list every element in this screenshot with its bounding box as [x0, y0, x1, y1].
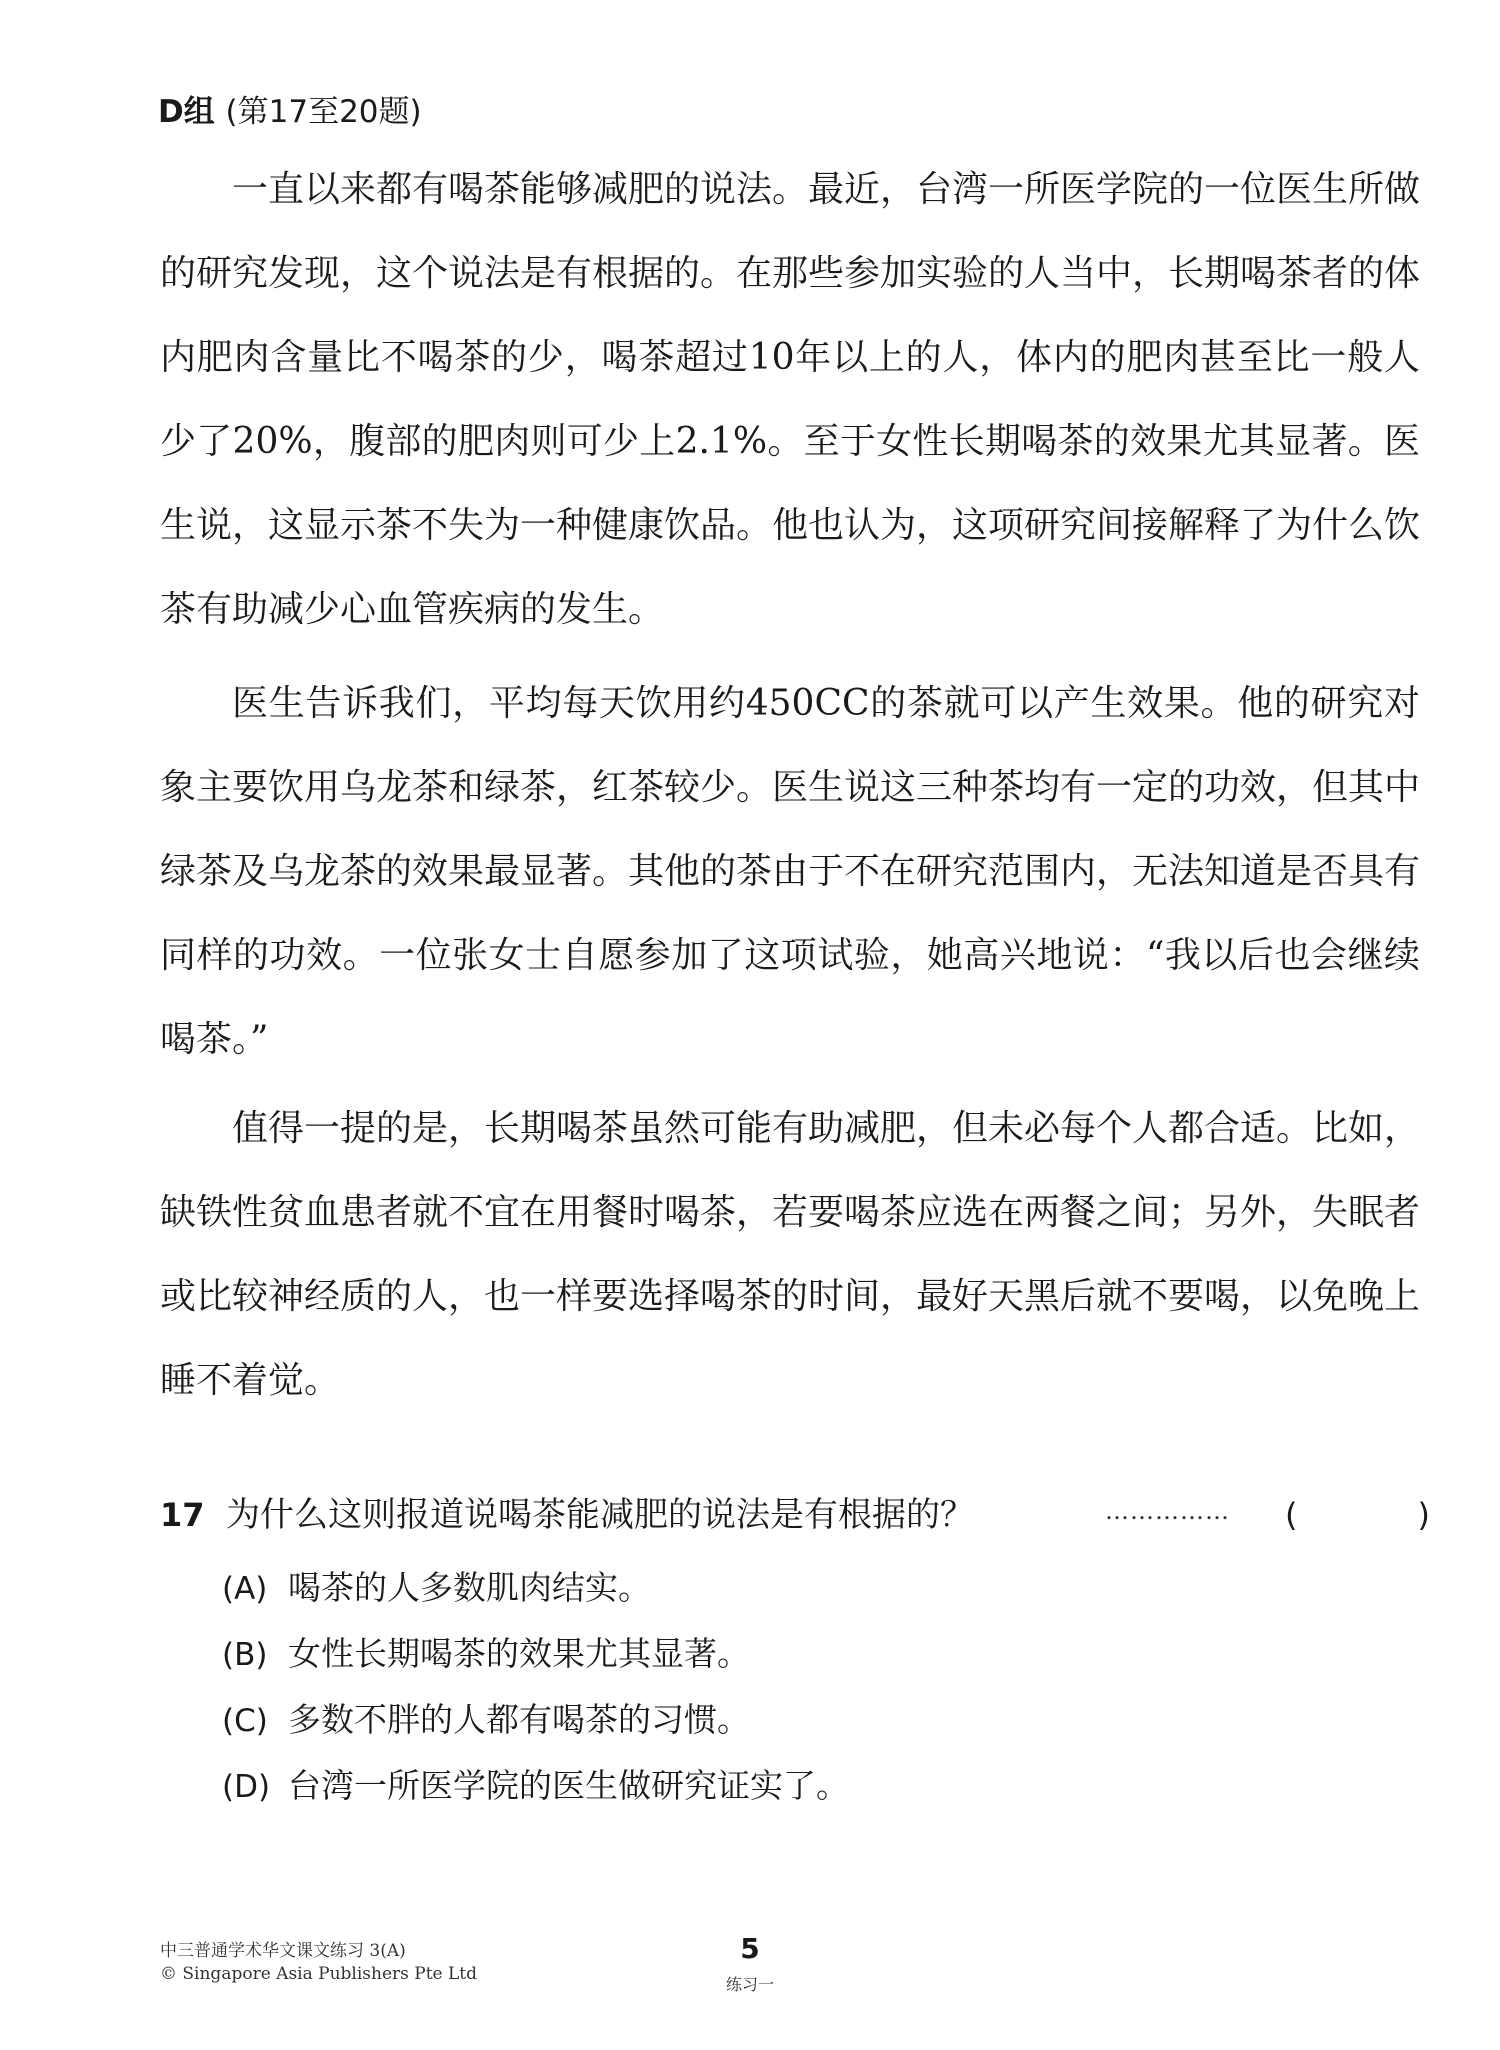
passage-paragraph-1: 一直以来都有喝茶能够减肥的说法。最近，台湾一所医学院的一位医生所做的研究发现，这个说法是有根据的。在那些参加实验的人当中，长期喝茶者的体内肥肉含量比不喝茶的少，喝茶超过10年以上的人，体内的肥肉甚至比一般人少了20%，腹部的肥肉则可少上2.1%。至于女性长期喝茶的效果尤其显著。医生说，这显示茶不失为一种健康饮品。他也认为，这项研究间接解释了为什么饮茶有助减少心血管疾病的发生。: [160, 169, 1421, 630]
option-text: 喝茶的人多数肌肉结实。: [288, 1568, 651, 1607]
question-17: [160, 1490, 1430, 1540]
answer-blank[interactable]: [1285, 1490, 1430, 1540]
option-letter: (A): [222, 1571, 268, 1607]
section-question-range: (第17至20题): [225, 94, 422, 130]
option-text: 台湾一所医学院的医生做研究证实了。: [288, 1766, 849, 1805]
footer-publisher-info: [160, 1940, 477, 1986]
option-d[interactable]: [222, 1753, 849, 1819]
passage-paragraph-3: 值得一提的是，长期喝茶虽然可能有助减肥，但未必每个人都合适。比如，缺铁性贫血患者就不宜在用餐时喝茶，若要喝茶应选在两餐之间；另外，失眠者或比较神经质的人，也一样要选择喝茶的时间，最好天黑后就不要喝，以免晚上睡不着觉。: [160, 1108, 1421, 1401]
option-b[interactable]: [222, 1621, 849, 1687]
answer-options: [222, 1555, 849, 1819]
option-letter: (D): [222, 1769, 271, 1805]
option-c[interactable]: [222, 1687, 849, 1753]
passage-paragraph-2: 医生告诉我们，平均每天饮用约450CC的茶就可以产生效果。他的研究对象主要饮用乌龙茶和绿茶，红茶较少。医生说这三种茶均有一定的功效，但其中绿茶及乌龙茶的效果最显著。其他的茶由于不在研究范围内，无法知道是否具有同样的功效。一位张女士自愿参加了这项试验，她高兴地说：“我以后也会继续喝茶。”: [160, 683, 1421, 1060]
section-heading: [158, 92, 422, 132]
question-number: 17: [160, 1496, 205, 1534]
answer-bracket-open: (: [1285, 1496, 1298, 1534]
dot-leader: ……………: [1105, 1497, 1230, 1525]
page-number: 5: [740, 1932, 760, 1965]
option-text: 多数不胖的人都有喝茶的习惯。: [288, 1700, 750, 1739]
copyright-notice: © Singapore Asia Publishers Pte Ltd: [160, 1964, 478, 1984]
option-text: 女性长期喝茶的效果尤其显著。: [288, 1634, 750, 1673]
book-title: 中三普通学术华文课文练习 3(A): [160, 1941, 406, 1961]
answer-bracket-close: ): [1417, 1496, 1430, 1534]
option-letter: (C): [222, 1703, 268, 1739]
option-a[interactable]: [222, 1555, 849, 1621]
section-title: D组: [158, 94, 215, 130]
exercise-label: 练习一: [725, 1975, 775, 1994]
question-text: 为什么这则报道说喝茶能减肥的说法是有根据的？: [226, 1495, 974, 1535]
option-letter: (B): [222, 1637, 268, 1673]
